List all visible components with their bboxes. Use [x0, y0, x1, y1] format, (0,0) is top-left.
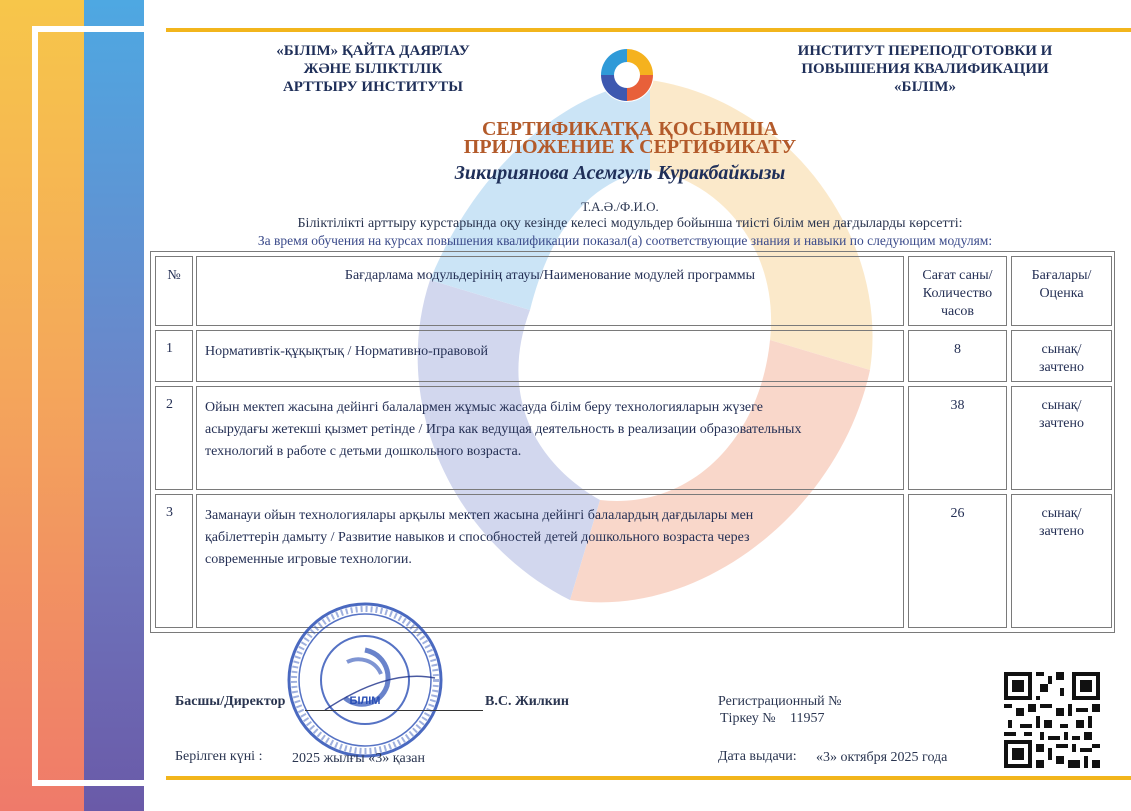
bottom-gold-rule — [166, 776, 1131, 780]
row-number: 3 — [155, 494, 193, 628]
row-hours: 26 — [908, 494, 1007, 628]
institute-name-ru — [760, 42, 1090, 96]
institute-kz-line: АРТТЫРУ ИНСТИТУТЫ — [282, 79, 464, 95]
module-line: Ойын мектеп жасына дейінгі балалармен жұмыс жасауда білім беру технологияларын жүзеге — [205, 400, 763, 415]
module-line: асырудағы жетекші қызмет ретінде / Игра как ведущая деятельность в реализации образовательных — [205, 422, 802, 437]
grade-line: зачтено — [1038, 416, 1085, 431]
header-grade-line: Оценка — [1039, 286, 1084, 301]
row-grade — [1011, 494, 1112, 628]
grade-line: зачтено — [1038, 360, 1085, 375]
header-hours-line: Количество — [922, 286, 993, 301]
module-line: қабілеттерін дамыту / Развитие навыков и способностей детей дошкольного возраста через — [205, 530, 750, 545]
official-stamp — [285, 600, 445, 760]
issue-date-label-ru: Дата выдачи: — [718, 749, 797, 764]
institute-logo-icon — [598, 46, 656, 104]
institute-name-kz — [248, 42, 498, 96]
document-title-kz: СЕРТИФИКАТҚА ҚОСЫМША — [481, 118, 778, 140]
module-line: Нормативтік-құқықтық / Нормативно-правовой — [205, 344, 489, 359]
registration-label-ru: Регистрационный № — [718, 694, 842, 709]
institute-ru-line: ИНСТИТУТ ПЕРЕПОДГОТОВКИ И — [797, 43, 1053, 59]
recipient-name: Зикириянова Асемгуль Куракбайкызы — [454, 162, 786, 184]
header-hours — [908, 256, 1007, 326]
institute-ru-line: «БІЛІМ» — [894, 79, 956, 95]
grade-line: сынақ/ — [1041, 342, 1082, 357]
row-hours: 8 — [908, 330, 1007, 382]
row-grade — [1011, 386, 1112, 490]
module-line: Заманауи ойын технологиялары арқылы мектеп жасына дейінгі балалардың дағдылары мен — [205, 508, 754, 523]
issue-date-label-kz: Берілген күні : — [175, 749, 263, 764]
stamp-text: БІЛІМ — [349, 695, 381, 707]
row-grade — [1011, 330, 1112, 382]
director-label: Басшы/Директор — [175, 694, 286, 709]
header-number: № — [155, 256, 193, 326]
row-module-name — [196, 330, 904, 382]
grade-line: сынақ/ — [1041, 506, 1082, 521]
fio-label: Т.А.Ә./Ф.И.О. — [581, 199, 659, 214]
institute-ru-line: ПОВЫШЕНИЯ КВАЛИФИКАЦИИ — [801, 61, 1049, 77]
qr-code-icon[interactable] — [1004, 672, 1100, 768]
header-hours-line: часов — [940, 304, 975, 319]
document-title-ru: ПРИЛОЖЕНИЕ К СЕРТИФИКАТУ — [463, 136, 797, 158]
grade-line: сынақ/ — [1041, 398, 1082, 413]
row-number: 2 — [155, 386, 193, 490]
header-grade-line: Бағалары/ — [1031, 268, 1092, 283]
signature-line — [305, 710, 483, 711]
issue-date-value-kz: 2025 жылғы «3» қазан — [292, 751, 425, 766]
grade-line: зачтено — [1038, 524, 1085, 539]
intro-text-ru: За время обучения на курсах повышения квалификации показал(а) соответствующие знания и навыки по следующим модулям: — [257, 233, 993, 248]
row-hours: 38 — [908, 386, 1007, 490]
module-line: современные игровые технологии. — [205, 552, 412, 567]
row-module-name — [196, 386, 904, 490]
top-gold-rule — [166, 28, 1131, 32]
module-line: технологий в работе с детьми дошкольного возраста. — [205, 444, 522, 459]
header-module-name: Бағдарлама модульдерінің атауы/Наименование модулей программы — [196, 256, 904, 326]
intro-text-kz: Біліктілікті арттыру курстарында оқу кезінде келесі модульдер бойынша тиісті білім мен дағдыларды көрсетті: — [297, 216, 963, 231]
institute-kz-line: ЖӘНЕ БІЛІКТІЛІК — [303, 61, 443, 77]
director-name: В.С. Жилкин — [485, 694, 569, 709]
modules-table — [150, 251, 1115, 633]
registration-label-kz: Тіркеу № — [720, 711, 776, 726]
header-grade — [1011, 256, 1112, 326]
header-hours-line: Сағат саны/ — [922, 268, 993, 283]
issue-date-value-ru: «3» октября 2025 года — [816, 750, 948, 765]
registration-number: 11957 — [790, 711, 825, 726]
row-number: 1 — [155, 330, 193, 382]
institute-kz-line: «БІЛІМ» ҚАЙТА ДАЯРЛАУ — [276, 43, 470, 59]
